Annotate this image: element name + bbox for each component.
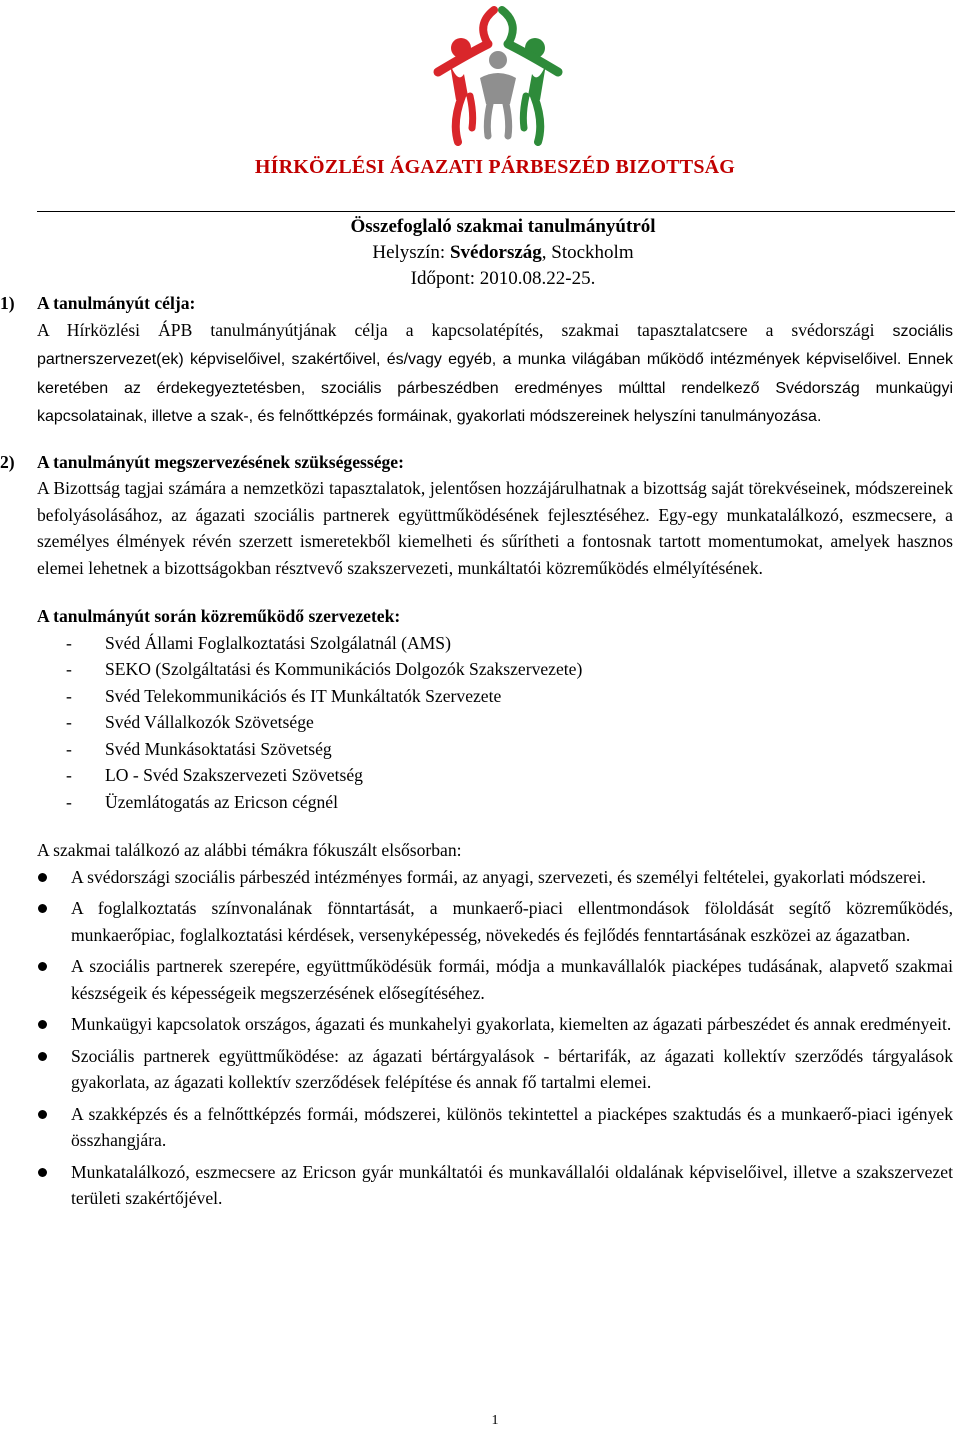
- list-item: [37, 736, 953, 763]
- summary-heading: Összefoglaló szakmai tanulmányútról: [350, 216, 656, 237]
- location-country: Svédország: [449, 242, 542, 263]
- topic-text: A foglalkoztatás színvonalának fönntartását, a munkaerő-piaci ellentmondások föloldását segítő közreműködés, munkaerőpiac, foglalkoztatási kérdések, versenyképesség, növekedés és fejlődés fenntartásának eszközei az ágazatban.: [71, 898, 953, 945]
- organization-name: Svéd Állami Foglalkoztatási Szolgálatnál (AMS): [105, 632, 451, 653]
- list-item: [37, 1101, 953, 1154]
- dash-marker: -: [66, 685, 72, 706]
- dash-marker: -: [66, 765, 72, 785]
- section1-text-sans: szociális partnerszervezet(ek) képviselőivel, szakértőivel, és/vagy egyéb, a munka világában működő intézmények képviselőivel. Ennek keretében az érdekegyeztetésben, szociális párbeszédben eredményes múlttal rendelkező Svédország munkaügyi kapcsolatainak, illetve a szak-, és felnőttképzés formáinak, gyakorlati módszereinek helyszíni tanulmányozása.: [37, 322, 953, 425]
- section2-heading: [0, 449, 953, 476]
- spacer: [37, 815, 953, 837]
- topic-text: A szakképzés és a felnőttképzés formái, módszerei, különös tekintettel a piacképes szaktudás és a munkaerő-piaci igények összhangjára.: [71, 1103, 953, 1150]
- bullet-icon: [38, 1110, 47, 1119]
- spacer: [37, 581, 953, 603]
- organization-name: SEKO (Szolgáltatási és Kommunikációs Dolgozók Szakszervezete): [105, 659, 583, 679]
- date-line: Időpont: 2010.08.22-25.: [410, 268, 596, 289]
- list-item: [37, 1043, 953, 1096]
- location-city: , Stockholm: [541, 242, 634, 263]
- section1-heading: [0, 290, 953, 317]
- bullet-icon: [38, 1052, 47, 1061]
- section1-number: 1): [0, 293, 15, 313]
- organization-name: LO - Svéd Szakszervezeti Szövetség: [105, 765, 363, 785]
- organizations-heading: A tanulmányút során közreműködő szervezetek:: [37, 606, 401, 626]
- organizations-list: [37, 630, 953, 816]
- dash-marker: -: [66, 738, 72, 759]
- section2-heading-text: A tanulmányút megszervezésének szükségessége:: [37, 451, 404, 472]
- document-title: HÍRKÖZLÉSI ÁGAZATI PÁRBESZÉD BIZOTTSÁG: [254, 156, 736, 178]
- organization-name: Svéd Vállalkozók Szövetsége: [105, 712, 314, 732]
- bullet-icon: [38, 962, 47, 971]
- topics-list: [37, 864, 953, 1212]
- list-item: [37, 789, 953, 816]
- list-item: [37, 895, 953, 948]
- topic-text: Szociális partnerek együttműködése: az ágazati bértárgyalások - bértarifák, az ágazati kollektív szerződés tárgyalások gyakorlata, az ágazati kollektív szerződések felépítése és annak fő tartalmi elemei.: [71, 1045, 953, 1092]
- section1-text-serif: A Hírközlési ÁPB tanulmányútjának célja a kapcsolatépítés, szakmai tapasztalatcsere a svédországi: [37, 319, 875, 340]
- location-line: [0, 240, 960, 266]
- location-prefix: Helyszín:: [372, 242, 450, 263]
- dash-marker: -: [66, 632, 72, 653]
- bullet-icon: [38, 873, 47, 882]
- topic-text: Munkaügyi kapcsolatok országos, ágazati és munkahelyi gyakorlata, kiemelten az ágazati párbeszédet és annak eredményeit.: [71, 1014, 952, 1034]
- organization-name: Svéd Telekommunikációs és IT Munkáltatók Szervezete: [105, 685, 502, 706]
- section1-paragraph: [37, 317, 953, 431]
- bullet-icon: [38, 904, 47, 913]
- list-item: [37, 709, 953, 736]
- spacer: [37, 431, 953, 449]
- list-item: [37, 656, 953, 683]
- page-number: 1: [491, 1413, 499, 1428]
- bullet-icon: [38, 1168, 47, 1177]
- logo-gray-figure: [480, 51, 516, 136]
- dash-marker: -: [66, 791, 72, 812]
- topic-text: A szociális partnerek szerepére, együttműködésük formái, módja a munkavállalók piacképes tudásának, alapvető szakmai készségeik és képességeik megszerzésének elősegítéséhez.: [71, 956, 953, 1003]
- dash-marker: -: [66, 712, 72, 732]
- list-item: [37, 953, 953, 1006]
- section2-number: 2): [0, 451, 15, 472]
- list-item: [37, 1159, 953, 1212]
- section1-heading-text: A tanulmányút célja:: [37, 293, 196, 313]
- organization-name: Svéd Munkásoktatási Szövetség: [105, 738, 332, 759]
- bullet-icon: [38, 1020, 47, 1029]
- list-item: [37, 683, 953, 710]
- section2-paragraph: A Bizottság tagjai számára a nemzetközi tapasztalatok, jelentősen hozzájárulhatnak a bizottság saját törekvéseinek, módszereinek befolyásolásához, az ágazati szociális partnerek együttműködésének fejlesztéséhez. Egy-egy munkatalálkozó, eszmecsere, a személyes élmények révén szerzett ismeretekből kiemelheti és sűrítheti a fontosnak tartott momentumokat, amelyek hasznos elemei lehetnek a bizottságokban résztvevő szakszervezeti, munkáltatói közreműködés elmélyítésének.: [37, 478, 953, 578]
- list-item: [37, 762, 953, 789]
- header-rule: [37, 211, 955, 212]
- committee-logo: [428, 4, 568, 146]
- list-item: [37, 1011, 953, 1038]
- organization-name: Üzemlátogatás az Ericson cégnél: [105, 791, 339, 812]
- topic-text: A svédországi szociális párbeszéd intézményes formái, az anyagi, szervezeti, és személyi feltételei, gyakorlati módszerei.: [71, 866, 926, 887]
- topics-intro: A szakmai találkozó az alábbi témákra fókuszált elsősorban:: [37, 840, 462, 860]
- topic-text: Munkatalálkozó, eszmecsere az Ericson gyár munkáltatói és munkavállalói oldalának képviselőivel, illetve a szakszervezet területi szakértőjével.: [71, 1161, 953, 1208]
- dash-marker: -: [66, 659, 72, 679]
- list-item: [37, 864, 953, 891]
- summary-block: [0, 214, 960, 292]
- list-item: [37, 630, 953, 657]
- document-body: [0, 290, 953, 1217]
